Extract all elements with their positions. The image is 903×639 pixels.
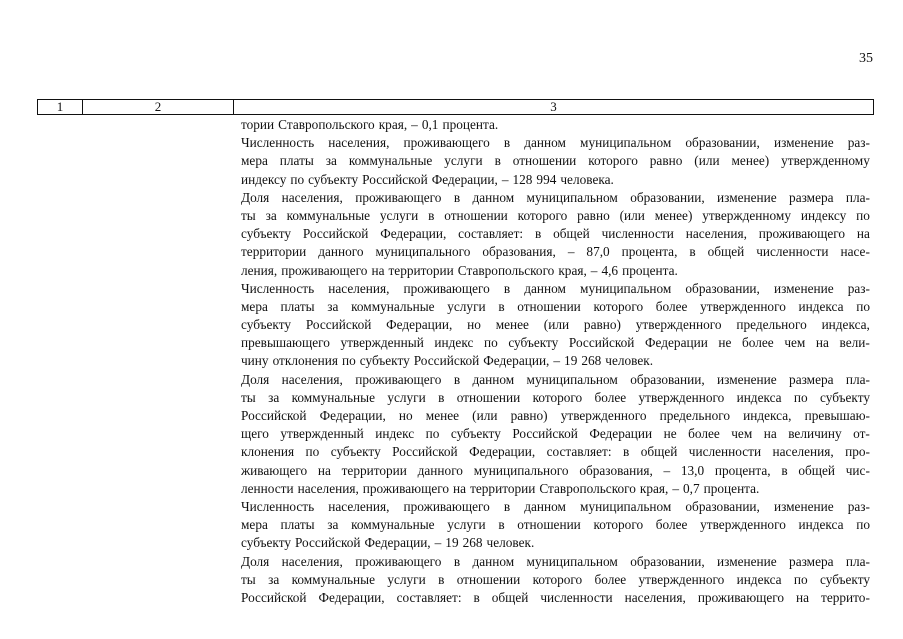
text-line: ления, проживающего на территории Ставропольского края, – 4,6 процента. [241,262,678,278]
text-line: индексу по субъекту Российской Федерации, – 128 994 человека. [241,171,614,187]
text-line: субъекту Российской Федерации, составляет: в общей численности населения, проживающего на [241,226,870,242]
text-line: клонения по субъекту Российской Федерации, составляет: в общей численности населения, про- [241,444,870,460]
text-line: Численность населения, проживающего в данном муниципальном образовании, изменение раз- [241,135,870,151]
column-header-3: 3 [550,99,557,114]
text-line: Доля населения, проживающего в данном муниципальном образовании, изменение размера пла- [241,189,870,205]
column-header-2: 2 [83,100,234,114]
text-line: превышающего утвержденный индекс по субъекту Российской Федерации не более чем на вели- [241,335,870,351]
text-line: тории Ставропольского края, – 0,1 процента. [241,117,499,132]
text-line: чину отклонения по субъекту Российской Федерации, – 19 268 человек. [241,353,654,369]
text-line: территории данного муниципального образования, – 87,0 процента, в общей численности насе- [241,244,870,260]
text-line: Российской Федерации, но менее (или равно) утвержденного предельного индекса, превышаю- [241,408,870,423]
text-line: Доля населения, проживающего в данном муниципальном образовании, изменение размера пла- [241,553,870,569]
page-number: 35 [859,51,873,66]
text-line: субъекту Российской Федерации, но менее (или равно) утвержденного предельного индекса, [241,317,870,333]
text-line: Российской Федерации, составляет: в общей численности населения, проживающего на террито- [241,589,870,605]
text-line: субъекту Российской Федерации, – 19 268 человек. [241,535,535,551]
text-line: Доля населения, проживающего в данном муниципальном образовании, изменение размера пла- [241,371,870,387]
text-line: ты за коммунальные услуги в отношении которого равно (или менее) утвержденному индексу по [241,207,870,223]
text-line: щего утвержденный индекс по субъекту Российской Федерации не более чем на величину от- [241,426,870,442]
text-line: ленности населения, проживающего на территории Ставропольского края, – 0,7 процента. [241,480,760,496]
document-body-text [241,116,870,607]
text-line: мера платы за коммунальные услуги в отношении которого более утвержденного индекса по [241,517,870,533]
text-line: мера платы за коммунальные услуги в отношении которого более утвержденного индекса по [241,298,870,314]
table-column-header-row [37,99,874,115]
text-line: ты за коммунальные услуги в отношении которого более утвержденного индекса по субъекту [241,389,870,405]
column-header-1: 1 [38,100,83,114]
text-line: живающего на территории данного муниципального образования, – 13,0 процента, в общей чис- [241,462,870,478]
text-line: Численность населения, проживающего в данном муниципальном образовании, изменение раз- [241,280,870,296]
text-line: мера платы за коммунальные услуги в отношении которого равно (или менее) утвержденному [241,153,870,169]
text-line: ты за коммунальные услуги в отношении которого более утвержденного индекса по субъекту [241,571,870,587]
text-line: Численность населения, проживающего в данном муниципальном образовании, изменение раз- [241,498,870,514]
